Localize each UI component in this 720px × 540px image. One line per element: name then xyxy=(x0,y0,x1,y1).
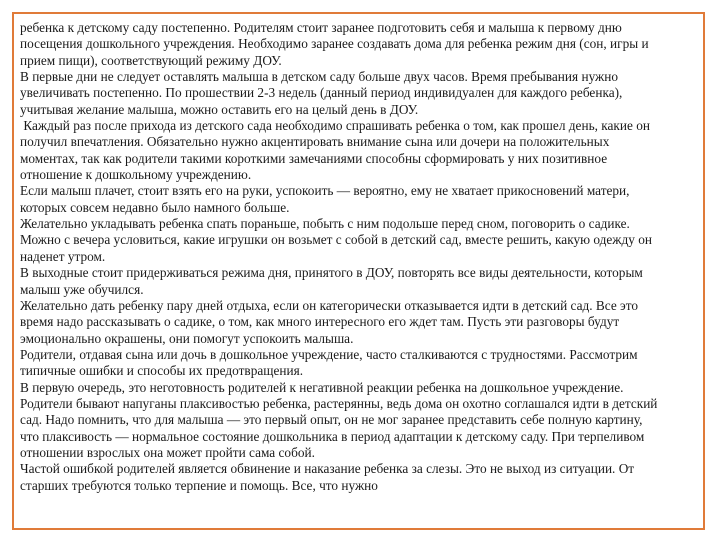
text-line: время надо рассказывать о садике, о том, как много интересного его ждет там. Пусть эти разговоры будут xyxy=(20,314,620,330)
text-line: прием пищи), соответствующий режиму ДОУ. xyxy=(20,52,282,68)
text-line: типичные ошибки и способы их предотвращения. xyxy=(20,363,304,379)
document-body xyxy=(20,20,692,494)
text-line: эмоционально окрашены, они помогут успокоить малыша. xyxy=(20,330,354,346)
text-line: посещения дошкольного учреждения. Необходимо заранее создавать дома для ребенка режим дня (сон, игры и xyxy=(20,36,649,52)
text-line: Желательно укладывать ребенка спать пораньше, побыть с ним подольше перед сном, поговорить о садике. xyxy=(20,216,630,232)
text-line: что плаксивость — нормальное состояние дошкольника в период адаптации к детскому саду. При терпеливом xyxy=(20,428,645,444)
text-line: учитывая желание малыша, можно оставить его на целый день в ДОУ. xyxy=(20,101,419,117)
text-line: моментах, так как родители такими короткими замечаниями способны сформировать у них позитивное xyxy=(20,150,608,166)
text-line: старших требуются только терпение и помощь. Все, что нужно xyxy=(20,477,378,493)
text-line: увеличивать постепенно. По прошествии 2-3 недель (данный период индивидуален для каждого ребенка), xyxy=(20,85,623,101)
text-line: В первую очередь, это неготовность родителей к негативной реакции ребенка на дошкольное учреждение. xyxy=(20,379,624,395)
text-line: В первые дни не следует оставлять малыша в детском саду больше двух часов. Время пребывания нужно xyxy=(20,69,618,85)
text-line: Желательно дать ребенку пару дней отдыха, если он категорически отказывается идти в детский сад. Все это xyxy=(20,297,639,313)
text-line: Можно с вечера условиться, какие игрушки он возьмет с собой в детский сад, вместе решить, какую одежду он xyxy=(20,232,652,248)
text-line: Родители бывают напуганы плаксивостью ребенка, растерянны, ведь дома он охотно соглашался идти в детский xyxy=(20,395,658,411)
text-line: которых совсем недавно было намного больше. xyxy=(20,199,290,215)
text-line: сад. Надо помнить, что для малыша — это первый опыт, он не мог заранее представить себе полную картину, xyxy=(20,412,643,428)
text-line: Частой ошибкой родителей является обвинение и наказание ребенка за слезы. Это не выход из ситуации. От xyxy=(20,461,635,477)
text-line: В выходные стоит придерживаться режима дня, принятого в ДОУ, повторять все виды деятельности, которым xyxy=(20,265,643,281)
text-line: получил впечатления. Обязательно нужно акцентировать внимание сына или дочери на положительных xyxy=(20,134,610,150)
text-line: отношение к дошкольному учреждению. xyxy=(20,167,252,183)
text-line: Каждый раз после прихода из детского сада необходимо спрашивать ребенка о том, как прошел день, какие он xyxy=(20,118,651,134)
text-line: наденет утром. xyxy=(20,248,106,264)
text-line: отношении взрослых она может пройти сама собой. xyxy=(20,444,315,460)
text-line: малыш уже обучился. xyxy=(20,281,144,297)
text-line: Если малыш плачет, стоит взять его на руки, успокоить — вероятно, ему не хватает прикосновений матери, xyxy=(20,183,630,199)
text-line: Родители, отдавая сына или дочь в дошкольное учреждение, часто сталкиваются с трудностями. Рассмотрим xyxy=(20,346,638,362)
text-line: ребенка к детскому саду постепенно. Родителям стоит заранее подготовить себя и малыша к первому дню xyxy=(20,20,622,35)
